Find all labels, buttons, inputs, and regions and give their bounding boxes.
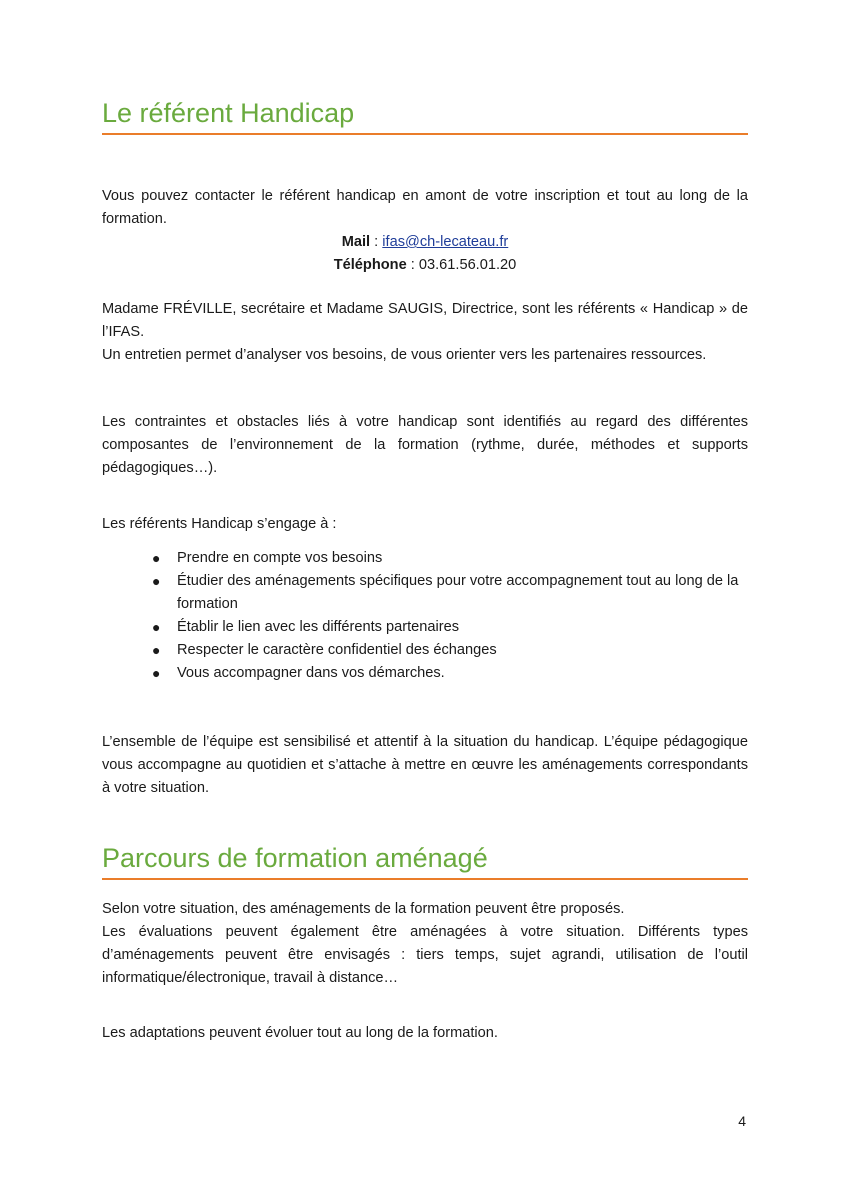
- section-heading-parcours: [102, 842, 748, 880]
- list-item: [102, 570, 748, 616]
- phone-line: [102, 254, 748, 277]
- phone-label: Téléphone: [333, 257, 407, 273]
- evaluations-paragraph: Les évaluations peuvent également être aménagées à votre situation. Différents types d’aménagements peuvent être envisagés : tiers temps, sujet agrandi, utilisation de l’outil informatique/électronique, travail à distance…: [102, 924, 748, 986]
- list-item-text: Étudier des aménagements spécifiques pour votre accompagnement tout au long de la formation: [177, 573, 739, 612]
- heading-underline: [102, 133, 748, 135]
- phone-value: 03.61.56.01.20: [418, 257, 517, 273]
- list-item: [102, 616, 748, 639]
- referents-block: [102, 298, 748, 367]
- mail-label: Mail: [341, 234, 371, 250]
- bullet-icon: ●: [152, 550, 161, 566]
- mail-separator: :: [370, 234, 383, 250]
- interview-paragraph: Un entretien permet d’analyser vos besoins, de vous orienter vers les partenaires ressources.: [102, 347, 707, 363]
- list-item-text: Prendre en compte vos besoins: [177, 550, 383, 566]
- adaptations-block: [102, 1022, 748, 1045]
- section-title: Parcours de formation aménagé: [102, 843, 488, 873]
- bullet-icon: ●: [152, 573, 161, 589]
- contact-block: [102, 231, 748, 277]
- list-item: [102, 639, 748, 662]
- situation-paragraph: Selon votre situation, des aménagements de la formation peuvent être proposés.: [102, 901, 625, 917]
- page-number: 4: [738, 1113, 746, 1129]
- phone-separator: :: [406, 257, 419, 273]
- bullet-icon: ●: [152, 642, 161, 658]
- bullet-icon: ●: [152, 665, 161, 681]
- team-paragraph: L’ensemble de l’équipe est sensibilisé et attentif à la situation du handicap. L’équipe pédagogique vous accompagne au quotidien et s’attache à mettre en œuvre les aménagements correspondants à votre situation.: [102, 734, 748, 796]
- engage-intro: Les référents Handicap s’engage à :: [102, 516, 337, 532]
- list-item-text: Établir le lien avec les différents partenaires: [177, 619, 460, 635]
- team-block: [102, 731, 748, 800]
- intro-block: [102, 185, 748, 231]
- intro-paragraph: Vous pouvez contacter le référent handicap en amont de votre inscription et tout au long de la formation.: [102, 188, 748, 227]
- constraints-paragraph: Les contraintes et obstacles liés à votre handicap sont identifiés au regard des différentes composantes de l’environnement de la formation (rythme, durée, méthodes et supports pédagogiques…).: [102, 414, 748, 476]
- engage-block: [102, 513, 748, 536]
- section-heading-referent: [102, 97, 748, 135]
- list-item-text: Vous accompagner dans vos démarches.: [177, 665, 445, 681]
- constraints-block: [102, 411, 748, 480]
- commitments-list: [102, 547, 748, 685]
- list-item: [102, 547, 748, 570]
- heading-underline: [102, 878, 748, 880]
- referents-paragraph: Madame FRÉVILLE, secrétaire et Madame SAUGIS, Directrice, sont les référents « Handicap » de l’IFAS.: [102, 301, 748, 340]
- mail-line: [102, 231, 748, 254]
- adaptations-paragraph: Les adaptations peuvent évoluer tout au long de la formation.: [102, 1025, 498, 1041]
- mail-link[interactable]: ifas@ch-lecateau.fr: [382, 234, 509, 250]
- parcours-block: [102, 898, 748, 990]
- commitments-list-block: [102, 547, 748, 685]
- list-item: [102, 662, 748, 685]
- bullet-icon: ●: [152, 619, 161, 635]
- section-title: Le référent Handicap: [102, 98, 355, 128]
- list-item-text: Respecter le caractère confidentiel des échanges: [177, 642, 497, 658]
